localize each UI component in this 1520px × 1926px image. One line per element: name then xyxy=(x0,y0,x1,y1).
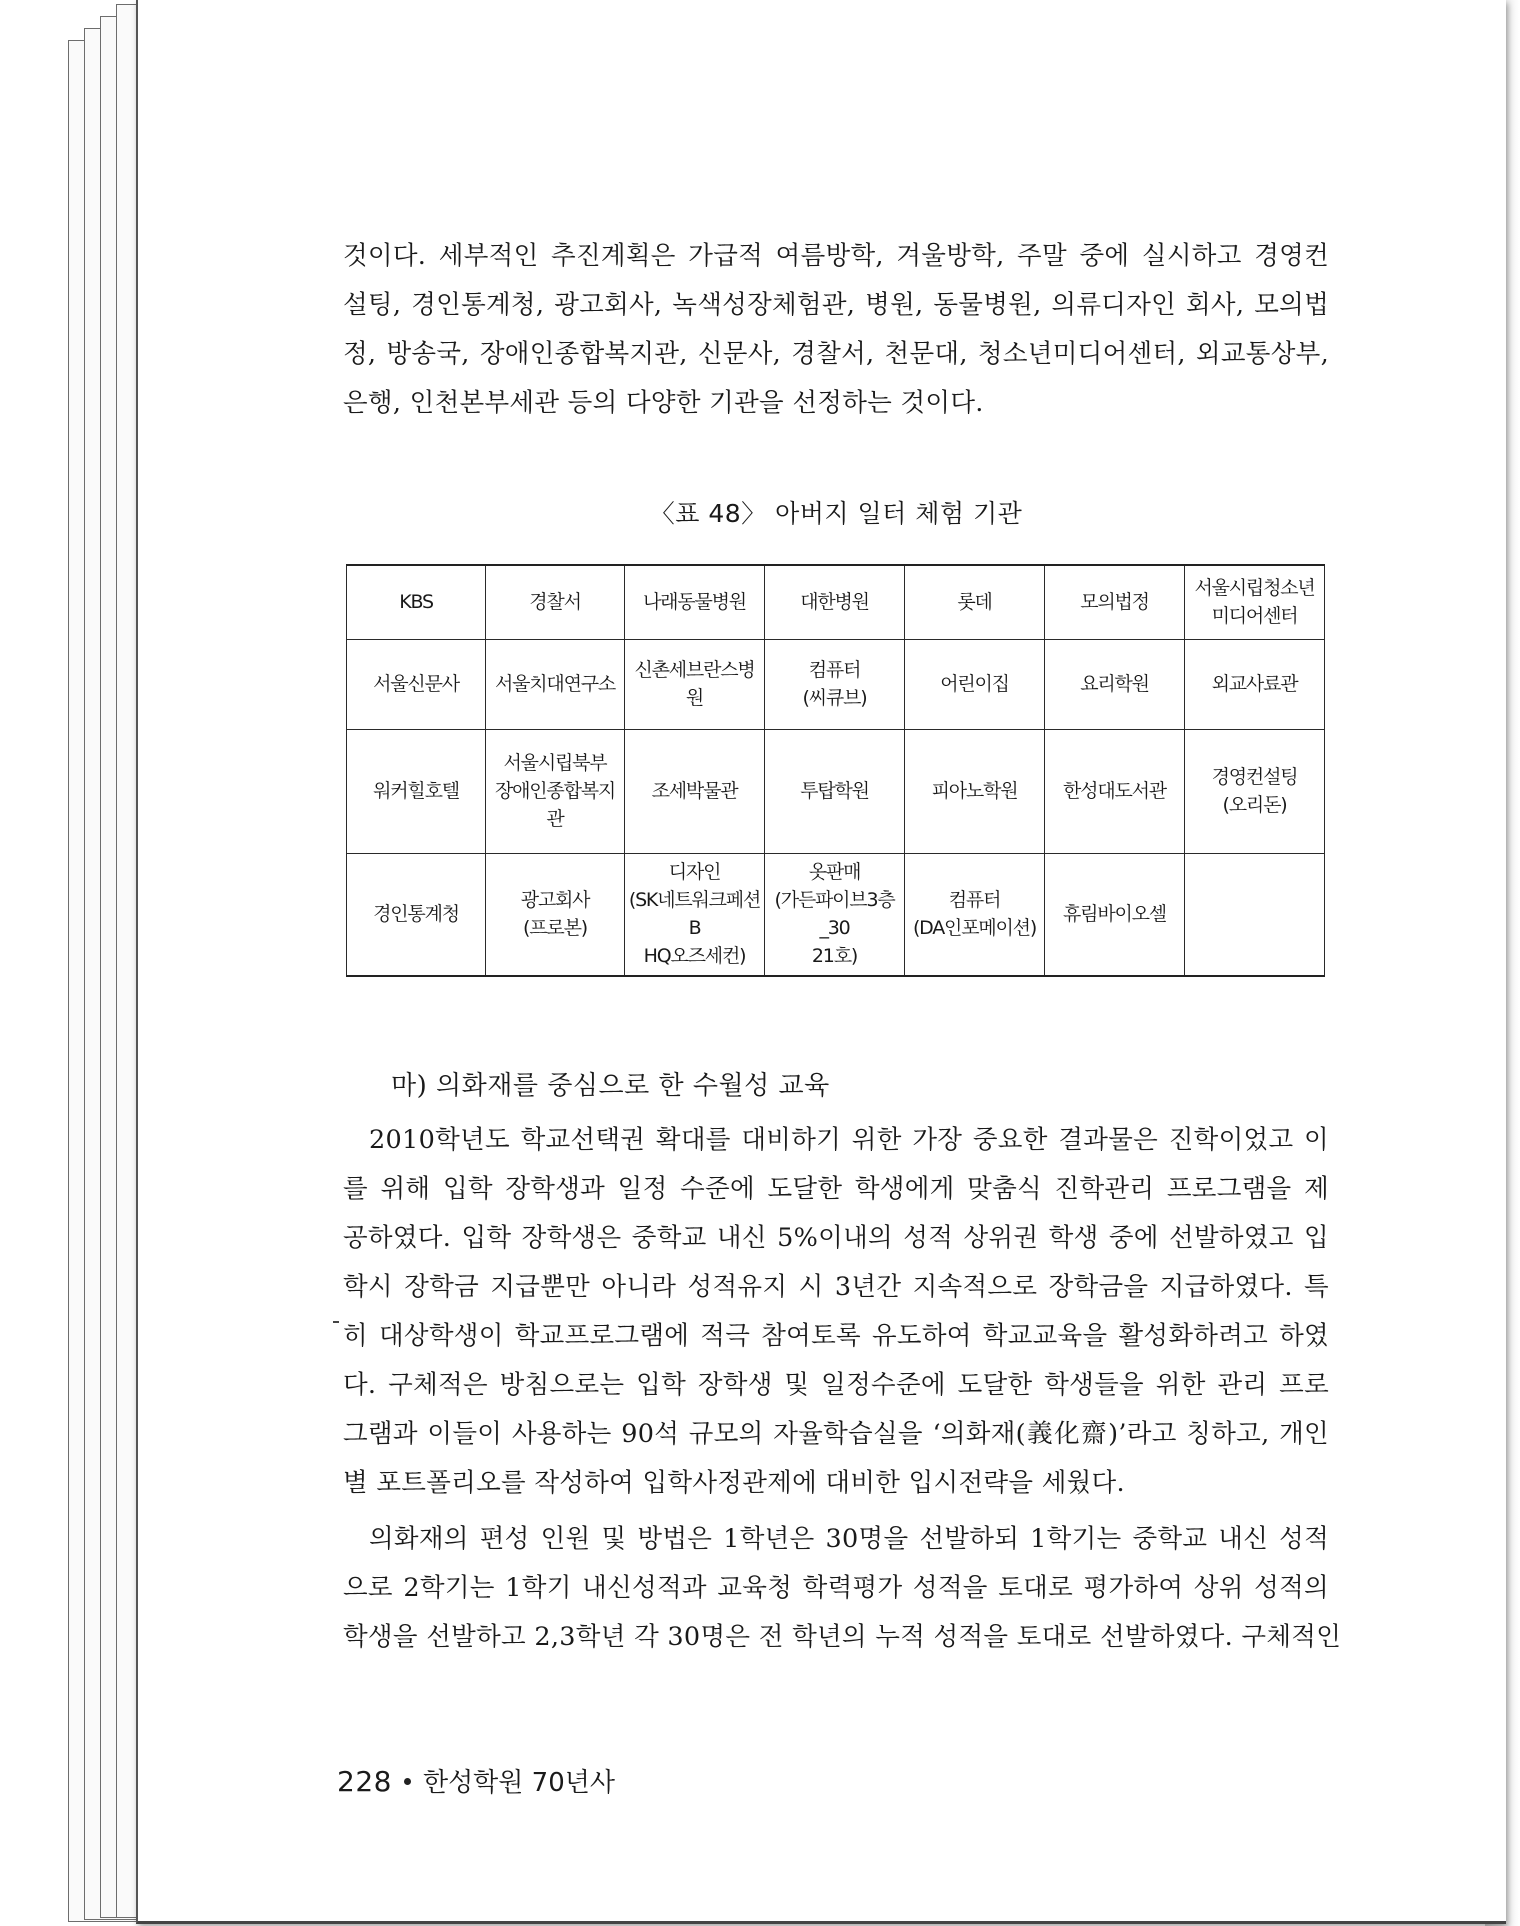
text-line: 를 위해 입학 장학생과 일정 수준에 도달한 학생에게 맞춤식 진학관리 프로그램을 제 xyxy=(343,1174,1329,1204)
table-cell: 경찰서 xyxy=(486,565,625,639)
table-cell: 신촌세브란스병원 xyxy=(625,639,765,729)
table-cell: 나래동물병원 xyxy=(625,565,765,639)
text-line: 학시 장학금 지급뿐만 아니라 성적유지 시 3년간 지속적으로 장학금을 지급하였다. 특 xyxy=(343,1272,1329,1302)
table-row xyxy=(347,565,1325,639)
page-footer xyxy=(337,1762,615,1799)
table-row xyxy=(347,729,1325,853)
text-line: 학생을 선발하고 2,3학년 각 30명은 전 학년의 누적 성적을 토대로 선발하였다. 구체적인 xyxy=(343,1622,1342,1652)
table-cell: 외교사료관 xyxy=(1185,639,1325,729)
table-cell: 서울치대연구소 xyxy=(486,639,625,729)
margin-mark xyxy=(333,1321,339,1323)
table-cell: 워커힐호텔 xyxy=(347,729,486,853)
page-number: 228 xyxy=(337,1765,392,1798)
table-cell: 서울시립북부 장애인종합복지관 xyxy=(486,729,625,853)
book-title: 한성학원 70년사 xyxy=(422,1768,615,1798)
table-cell: 휴림바이오셀 xyxy=(1045,853,1185,976)
table-cell: 경인통계청 xyxy=(347,853,486,976)
body-paragraph-2 xyxy=(343,1515,1342,1662)
institution-table xyxy=(346,564,1325,977)
table-cell: 모의법정 xyxy=(1045,565,1185,639)
text-line: 의화재의 편성 인원 및 방법은 1학년은 30명을 선발하되 1학기는 중학교 내신 성적 xyxy=(369,1524,1329,1554)
table-cell: 대한병원 xyxy=(765,565,905,639)
table-cell xyxy=(1185,853,1325,976)
bullet-dot-icon xyxy=(404,1778,411,1785)
table-cell: 투탑학원 xyxy=(765,729,905,853)
text-line: 그램과 이들이 사용하는 90석 규모의 자율학습실을 ‘의화재(義化齋)’라고 칭하고, 개인 xyxy=(343,1419,1329,1449)
text-line: 정, 방송국, 장애인종합복지관, 신문사, 경찰서, 천문대, 청소년미디어센터, 외교통상부, xyxy=(343,339,1329,369)
table-caption: 〈표 48〉 아버지 일터 체험 기관 xyxy=(649,499,1023,528)
text-line: 별 포트폴리오를 작성하여 입학사정관제에 대비한 입시전략을 세웠다. xyxy=(343,1468,1125,1498)
table-cell: KBS xyxy=(347,565,486,639)
text-line: 은행, 인천본부세관 등의 다양한 기관을 선정하는 것이다. xyxy=(343,388,984,418)
table-cell: 옷판매 (가든파이브3층_30 21호) xyxy=(765,853,905,976)
table-cell: 조세박물관 xyxy=(625,729,765,853)
table-cell: 피아노학원 xyxy=(905,729,1045,853)
text-line: 설팅, 경인통계청, 광고회사, 녹색성장체험관, 병원, 동물병원, 의류디자인 회사, 모의법 xyxy=(343,290,1329,320)
table-cell: 서울시립청소년 미디어센터 xyxy=(1185,565,1325,639)
section-heading: 마) 의화재를 중심으로 한 수월성 교육 xyxy=(391,1071,830,1101)
table-cell: 광고회사 (프로본) xyxy=(486,853,625,976)
table-cell: 디자인 (SK네트워크페션B HQ오즈세컨) xyxy=(625,853,765,976)
table-cell: 요리학원 xyxy=(1045,639,1185,729)
text-line: 것이다. 세부적인 추진계획은 가급적 여름방학, 겨울방학, 주말 중에 실시하고 경영컨 xyxy=(343,241,1329,271)
table-cell: 롯데 xyxy=(905,565,1045,639)
body-paragraph-1 xyxy=(343,1116,1329,1508)
text-line: 으로 2학기는 1학기 내신성적과 교육청 학력평가 성적을 토대로 평가하여 상위 성적의 xyxy=(343,1573,1329,1603)
text-line: 다. 구체적은 방침으로는 입학 장학생 및 일정수준에 도달한 학생들을 위한 관리 프로 xyxy=(343,1370,1329,1400)
table-row xyxy=(347,853,1325,976)
table-cell: 한성대도서관 xyxy=(1045,729,1185,853)
text-line: 2010학년도 학교선택권 확대를 대비하기 위한 가장 중요한 결과물은 진학이었고 이 xyxy=(369,1125,1329,1155)
intro-paragraph xyxy=(343,232,1329,428)
table-cell: 서울신문사 xyxy=(347,639,486,729)
table-row xyxy=(347,639,1325,729)
text-line: 공하였다. 입학 장학생은 중학교 내신 5%이내의 성적 상위권 학생 중에 선발하였고 입 xyxy=(343,1223,1329,1253)
text-line: 히 대상학생이 학교프로그램에 적극 참여토록 유도하여 학교교육을 활성화하려고 하였 xyxy=(343,1321,1329,1351)
table-cell: 어린이집 xyxy=(905,639,1045,729)
table-cell: 경영컨설팅 (오리돈) xyxy=(1185,729,1325,853)
table-cell: 컴퓨터 (씨큐브) xyxy=(765,639,905,729)
table-cell: 컴퓨터 (DA인포메이션) xyxy=(905,853,1045,976)
